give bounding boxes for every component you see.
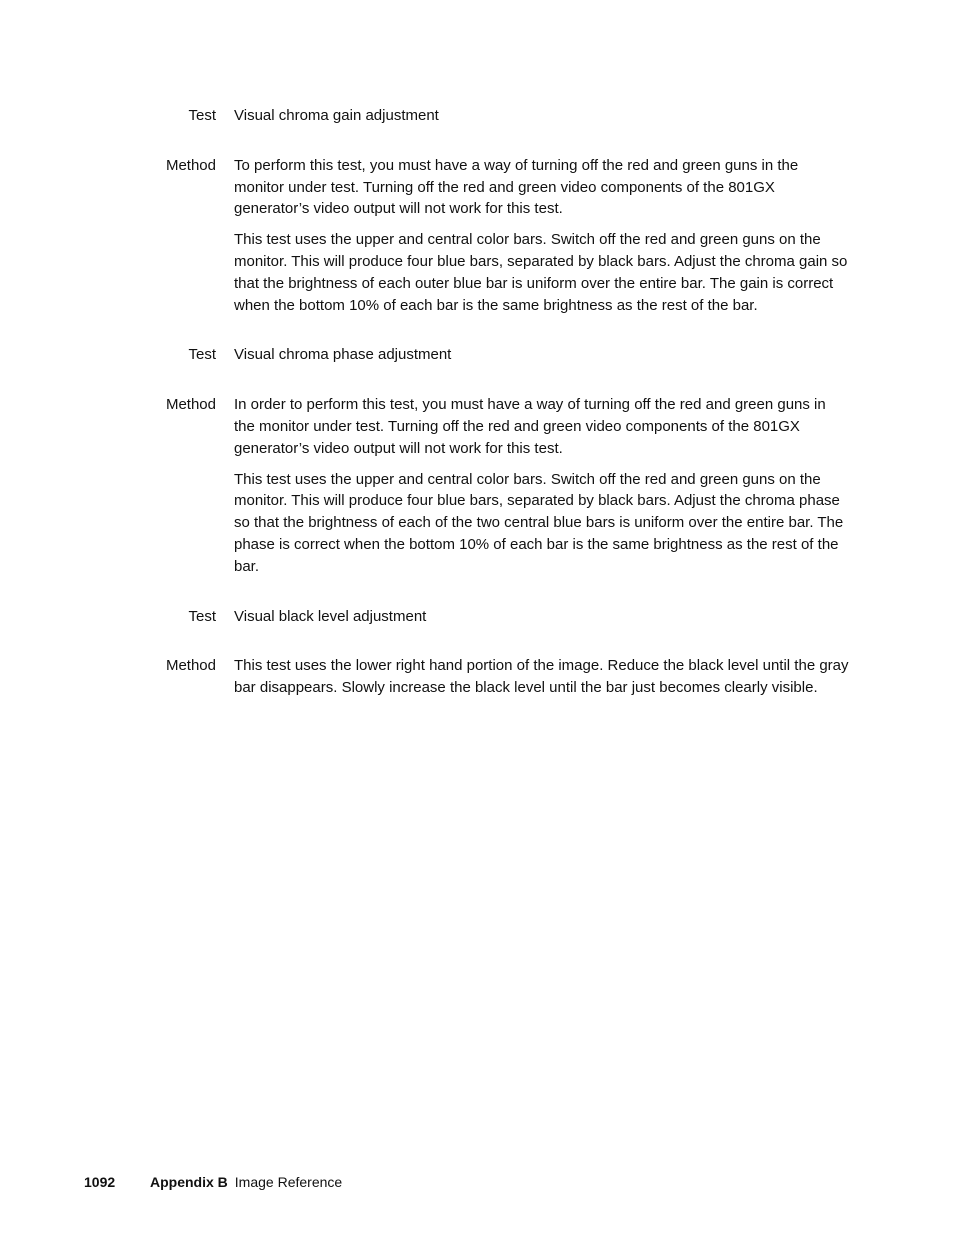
- test-label: Test: [188, 346, 216, 364]
- method-body: [234, 155, 850, 317]
- method-paragraph: This test uses the upper and central color bars. Switch off the red and green guns on the monitor. This will produce four blue bars, separated by black bars. Adjust the chroma gain so that the brightness of each outer blue bar is uniform over the entire bar. The gain is correct when the bottom 10% of each bar is the same brightness as the rest of the bar.: [234, 231, 848, 314]
- method-paragraph: This test uses the upper and central color bars. Switch off the red and green guns on the monitor. This will produce four blue bars, separated by black bars. Adjust the chroma phase so that the brightness of each of the two central blue bars is uniform over the entire bar. The phase is correct when the bottom 10% of each bar is the same brightness as the rest of the bar.: [234, 470, 844, 575]
- test-label: Test: [188, 107, 216, 124]
- page-number: 1092: [84, 1174, 116, 1190]
- page-content: [0, 105, 954, 699]
- page-footer: [84, 1172, 342, 1192]
- test-label: Test: [188, 607, 216, 625]
- method-label: Method: [165, 657, 216, 675]
- appendix-label: Appendix B: [150, 1174, 228, 1190]
- method-body: [234, 394, 850, 577]
- method-label: Method: [165, 396, 216, 414]
- test-row: [0, 606, 954, 628]
- method-paragraph: This test uses the lower right hand portion of the image. Reduce the black level until the gray bar disappears. Slowly increase the black level until the bar just becomes clearly visible.: [234, 657, 849, 697]
- method-label: Method: [165, 156, 216, 174]
- method-row: [0, 655, 954, 699]
- method-paragraph: To perform this test, you must have a way of turning off the red and green guns in the monitor under test. Turning off the red and green video components of the 801GX generator’s video output will not work for this test.: [234, 156, 799, 218]
- test-title: Visual chroma phase adjustment: [234, 346, 452, 364]
- method-row: [0, 394, 954, 577]
- method-paragraph: In order to perform this test, you must have a way of turning off the red and green guns in the monitor under test. Turning off the red and green video components of the 801GX generator’s video output will not work for this test.: [234, 396, 826, 457]
- test-row: [0, 344, 954, 366]
- test-title: Visual chroma gain adjustment: [234, 107, 439, 124]
- test-row: [0, 105, 954, 127]
- section-title: Image Reference: [234, 1174, 343, 1190]
- method-row: [0, 155, 954, 317]
- test-title: Visual black level adjustment: [234, 607, 427, 625]
- method-body: [234, 655, 850, 699]
